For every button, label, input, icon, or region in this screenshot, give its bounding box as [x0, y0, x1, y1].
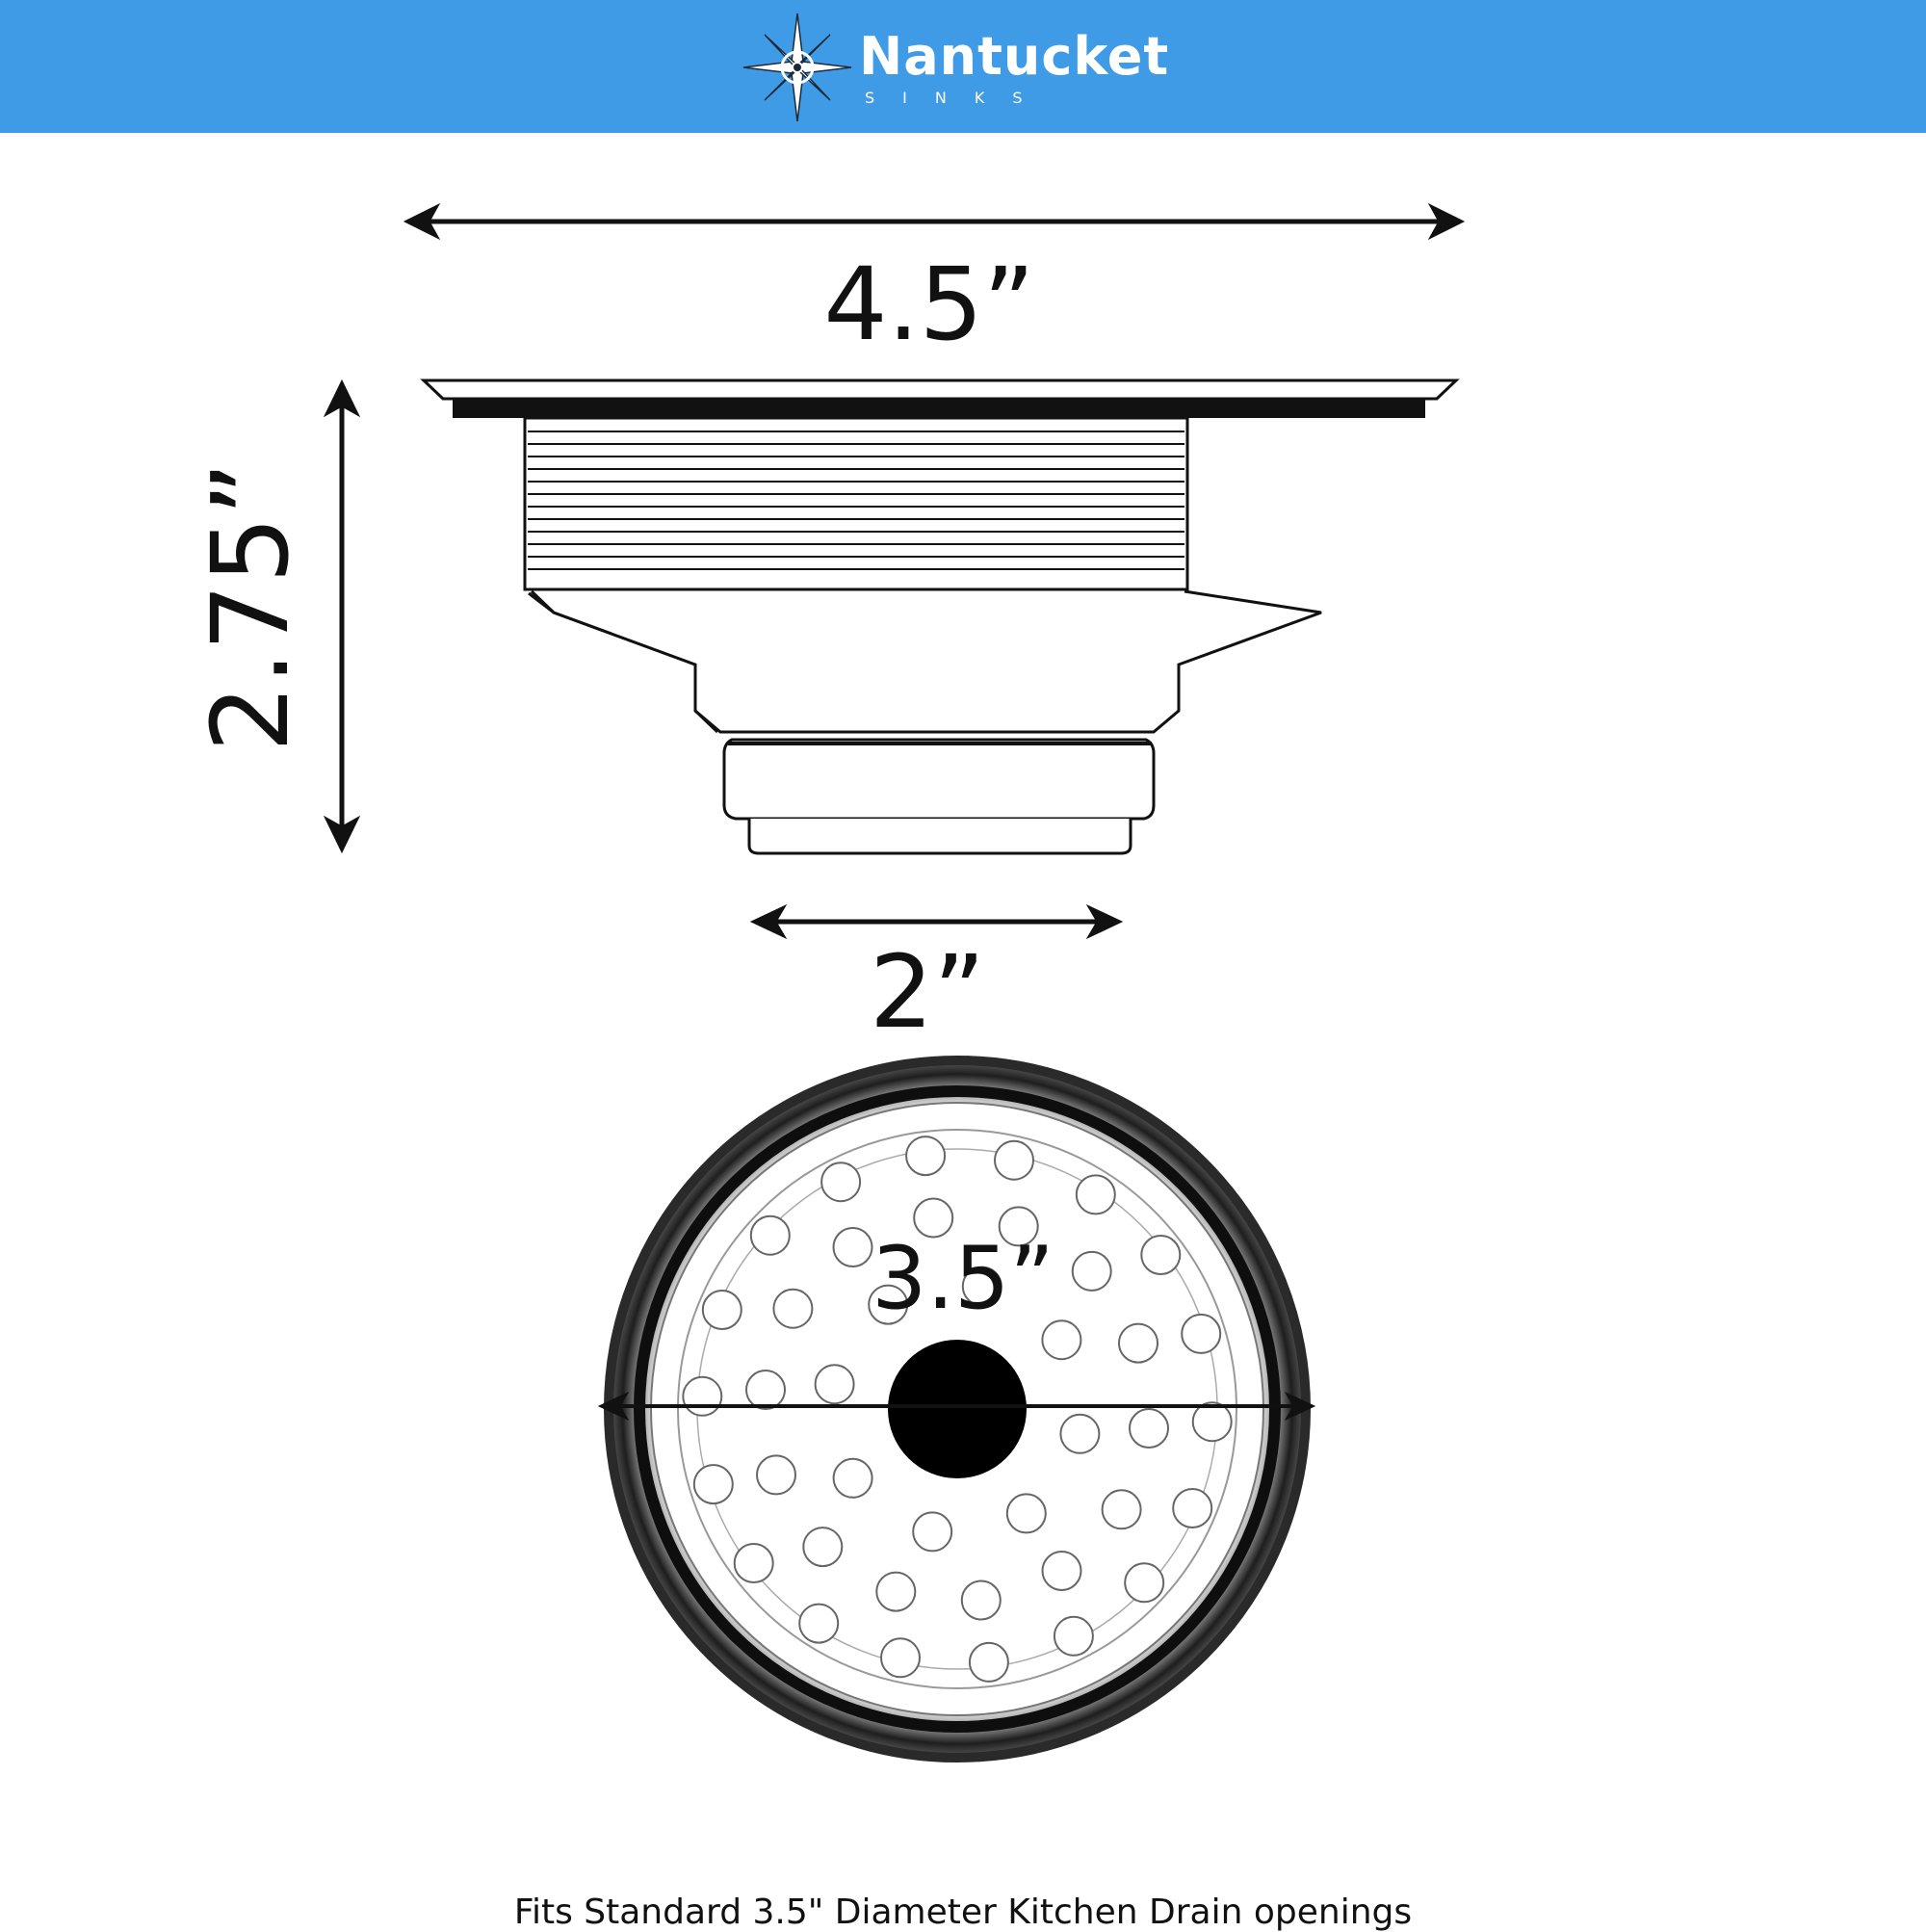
strainer-hole [683, 1377, 721, 1416]
strainer-hole [694, 1465, 733, 1503]
width-dimension-arrow [404, 204, 1464, 239]
outlet-label: 2” [869, 933, 986, 1051]
strainer-hole [970, 1643, 1008, 1682]
strainer-hole [876, 1573, 915, 1611]
width-label: 4.5” [823, 246, 1035, 363]
strainer-hole [834, 1228, 872, 1266]
strainer-hole [1141, 1236, 1180, 1274]
strainer-hole [799, 1605, 838, 1643]
strainer-hole [703, 1291, 742, 1329]
strainer-hole [1173, 1489, 1211, 1527]
strainer-hole [881, 1638, 920, 1677]
strainer-hole [746, 1371, 785, 1409]
strainer-hole [1182, 1315, 1220, 1353]
strainer-hole [1119, 1324, 1158, 1363]
strainer-hole [751, 1216, 790, 1255]
strainer-hole [1054, 1617, 1093, 1656]
strainer-hole [1043, 1552, 1081, 1590]
strainer-top-view [609, 1060, 1306, 1758]
strainer-hole [773, 1290, 812, 1328]
strainer-center-post [888, 1340, 1027, 1478]
strainer-hole [1103, 1490, 1141, 1528]
strainer-hole [1007, 1494, 1046, 1532]
strainer-hole [757, 1455, 795, 1494]
height-label: 2.75” [189, 461, 312, 752]
strainer-hole [995, 1141, 1033, 1180]
strainer-hole [962, 1581, 1001, 1620]
strainer-hole [821, 1162, 860, 1201]
brand-name: Nantucket [859, 26, 1170, 87]
strainer-hole [1130, 1409, 1168, 1448]
strainer-hole [834, 1459, 872, 1498]
strainer-hole [1193, 1402, 1232, 1441]
strainer-hole [735, 1544, 773, 1582]
height-dimension-arrow [325, 380, 359, 852]
strainer-hole [803, 1527, 842, 1566]
strainer-hole [1125, 1563, 1163, 1602]
strainer-hole [913, 1512, 951, 1551]
strainer-hole [1060, 1415, 1099, 1453]
brand-subline: SINKS [865, 89, 1051, 107]
diameter-label: 3.5” [872, 1228, 1054, 1329]
strainer-hole [1073, 1252, 1111, 1291]
strainer-hole [1077, 1175, 1115, 1214]
strainer-hole [816, 1365, 854, 1403]
strainer-hole [906, 1136, 945, 1175]
caption: Fits Standard 3.5" Diameter Kitchen Drain openings [513, 1893, 1413, 1932]
strainer-side-profile [424, 380, 1456, 853]
